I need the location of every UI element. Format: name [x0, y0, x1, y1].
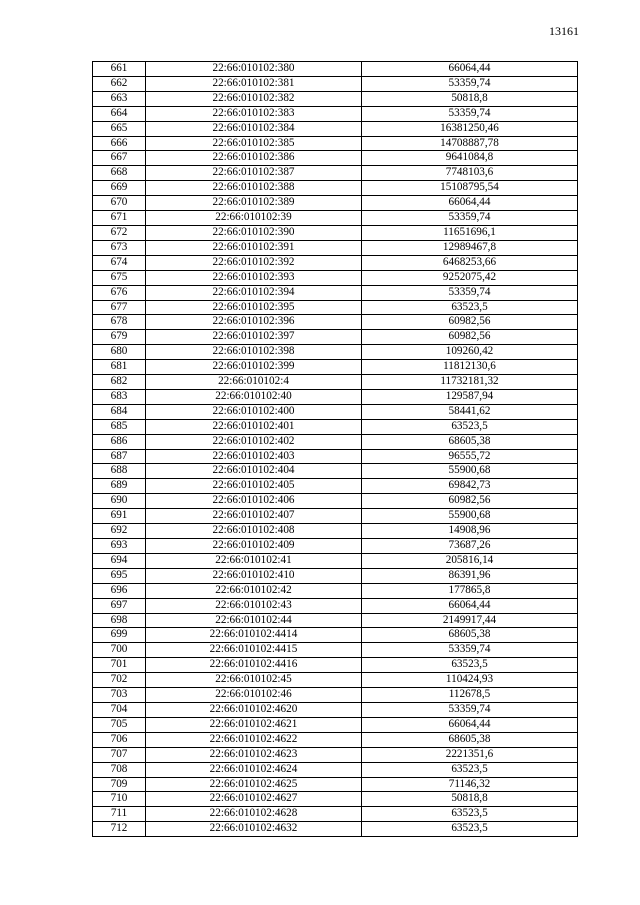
row-number-cell: 694	[93, 553, 146, 568]
cadastral-value-cell: 63523,5	[362, 419, 578, 434]
table-row	[93, 702, 578, 717]
cadastral-value-cell: 50818,8	[362, 91, 578, 106]
cadastral-value-cell: 109260,42	[362, 345, 578, 360]
table-row	[93, 166, 578, 181]
row-number-cell: 669	[93, 181, 146, 196]
table-row	[93, 196, 578, 211]
cadastral-number-cell: 22:66:010102:41	[146, 553, 362, 568]
table-row	[93, 151, 578, 166]
table-row	[93, 91, 578, 106]
table-row	[93, 76, 578, 91]
table-row	[93, 747, 578, 762]
cadastral-number-cell: 22:66:010102:388	[146, 181, 362, 196]
cadastral-number-cell: 22:66:010102:394	[146, 285, 362, 300]
table-row	[93, 732, 578, 747]
row-number-cell: 664	[93, 106, 146, 121]
row-number-cell: 695	[93, 568, 146, 583]
cadastral-number-cell: 22:66:010102:4	[146, 375, 362, 390]
row-number-cell: 684	[93, 404, 146, 419]
row-number-cell: 673	[93, 240, 146, 255]
row-number-cell: 678	[93, 315, 146, 330]
cadastral-number-cell: 22:66:010102:4623	[146, 747, 362, 762]
cadastral-number-cell: 22:66:010102:46	[146, 688, 362, 703]
table-row	[93, 330, 578, 345]
row-number-cell: 702	[93, 673, 146, 688]
row-number-cell: 711	[93, 807, 146, 822]
cadastral-number-cell: 22:66:010102:403	[146, 449, 362, 464]
table-row	[93, 449, 578, 464]
cadastral-value-cell: 53359,74	[362, 643, 578, 658]
row-number-cell: 676	[93, 285, 146, 300]
row-number-cell: 679	[93, 330, 146, 345]
cadastral-value-cell: 15108795,54	[362, 181, 578, 196]
table-row	[93, 762, 578, 777]
table-row	[93, 553, 578, 568]
cadastral-value-cell: 71146,32	[362, 777, 578, 792]
cadastral-number-cell: 22:66:010102:42	[146, 583, 362, 598]
cadastral-number-cell: 22:66:010102:381	[146, 76, 362, 91]
table-row	[93, 717, 578, 732]
cadastral-number-cell: 22:66:010102:395	[146, 300, 362, 315]
cadastral-number-cell: 22:66:010102:410	[146, 568, 362, 583]
table-row	[93, 524, 578, 539]
page-number: 13161	[549, 24, 579, 38]
cadastral-number-cell: 22:66:010102:4622	[146, 732, 362, 747]
row-number-cell: 692	[93, 524, 146, 539]
cadastral-number-cell: 22:66:010102:389	[146, 196, 362, 211]
row-number-cell: 671	[93, 211, 146, 226]
cadastral-value-cell: 58441,62	[362, 404, 578, 419]
row-number-cell: 675	[93, 270, 146, 285]
row-number-cell: 701	[93, 658, 146, 673]
cadastral-number-cell: 22:66:010102:43	[146, 598, 362, 613]
cadastral-value-cell: 66064,44	[362, 62, 578, 77]
cadastral-value-cell: 14708887,78	[362, 136, 578, 151]
table-row	[93, 389, 578, 404]
table-row	[93, 494, 578, 509]
cadastral-value-cell: 66064,44	[362, 598, 578, 613]
cadastral-value-cell: 63523,5	[362, 658, 578, 673]
table-row	[93, 315, 578, 330]
row-number-cell: 705	[93, 717, 146, 732]
row-number-cell: 668	[93, 166, 146, 181]
cadastral-number-cell: 22:66:010102:407	[146, 509, 362, 524]
row-number-cell: 672	[93, 225, 146, 240]
cadastral-number-cell: 22:66:010102:4627	[146, 792, 362, 807]
table-row	[93, 375, 578, 390]
table-row	[93, 136, 578, 151]
row-number-cell: 704	[93, 702, 146, 717]
cadastral-value-cell: 96555,72	[362, 449, 578, 464]
table-row	[93, 643, 578, 658]
table-row	[93, 792, 578, 807]
cadastral-value-cell: 11732181,32	[362, 375, 578, 390]
cadastral-number-cell: 22:66:010102:400	[146, 404, 362, 419]
row-number-cell: 708	[93, 762, 146, 777]
cadastral-value-cell: 110424,93	[362, 673, 578, 688]
table-row	[93, 688, 578, 703]
table-row	[93, 434, 578, 449]
cadastral-value-cell: 205816,14	[362, 553, 578, 568]
cadastral-number-cell: 22:66:010102:408	[146, 524, 362, 539]
cadastral-value-cell: 63523,5	[362, 300, 578, 315]
cadastral-value-cell: 7748103,6	[362, 166, 578, 181]
cadastral-number-cell: 22:66:010102:393	[146, 270, 362, 285]
cadastral-number-cell: 22:66:010102:396	[146, 315, 362, 330]
row-number-cell: 707	[93, 747, 146, 762]
cadastral-value-cell: 53359,74	[362, 702, 578, 717]
row-number-cell: 703	[93, 688, 146, 703]
cadastral-value-cell: 86391,96	[362, 568, 578, 583]
table-row	[93, 464, 578, 479]
table-row	[93, 285, 578, 300]
table-row	[93, 419, 578, 434]
cadastral-value-cell: 66064,44	[362, 196, 578, 211]
cadastral-value-cell: 60982,56	[362, 494, 578, 509]
row-number-cell: 661	[93, 62, 146, 77]
table-row	[93, 300, 578, 315]
cadastral-value-cell: 73687,26	[362, 539, 578, 554]
row-number-cell: 674	[93, 255, 146, 270]
cadastral-number-cell: 22:66:010102:40	[146, 389, 362, 404]
row-number-cell: 698	[93, 613, 146, 628]
cadastral-value-cell: 16381250,46	[362, 121, 578, 136]
row-number-cell: 682	[93, 375, 146, 390]
row-number-cell: 663	[93, 91, 146, 106]
cadastral-number-cell: 22:66:010102:380	[146, 62, 362, 77]
table-row	[93, 404, 578, 419]
table-row	[93, 479, 578, 494]
cadastral-number-cell: 22:66:010102:44	[146, 613, 362, 628]
row-number-cell: 666	[93, 136, 146, 151]
row-number-cell: 691	[93, 509, 146, 524]
cadastral-value-cell: 60982,56	[362, 315, 578, 330]
table-row	[93, 568, 578, 583]
table-row	[93, 270, 578, 285]
cadastral-value-cell: 177865,8	[362, 583, 578, 598]
table-row	[93, 225, 578, 240]
cadastral-number-cell: 22:66:010102:404	[146, 464, 362, 479]
cadastral-number-cell: 22:66:010102:402	[146, 434, 362, 449]
cadastral-number-cell: 22:66:010102:4624	[146, 762, 362, 777]
cadastral-value-cell: 66064,44	[362, 717, 578, 732]
cadastral-value-cell: 14908,96	[362, 524, 578, 539]
row-number-cell: 687	[93, 449, 146, 464]
row-number-cell: 670	[93, 196, 146, 211]
cadastral-value-cell: 68605,38	[362, 628, 578, 643]
cadastral-value-cell: 11812130,6	[362, 360, 578, 375]
cadastral-number-cell: 22:66:010102:383	[146, 106, 362, 121]
cadastral-number-cell: 22:66:010102:390	[146, 225, 362, 240]
row-number-cell: 689	[93, 479, 146, 494]
cadastral-number-cell: 22:66:010102:391	[146, 240, 362, 255]
cadastral-value-cell: 55900,68	[362, 464, 578, 479]
cadastral-value-cell: 9641084,8	[362, 151, 578, 166]
row-number-cell: 686	[93, 434, 146, 449]
cadastral-number-cell: 22:66:010102:45	[146, 673, 362, 688]
cadastral-value-cell: 63523,5	[362, 807, 578, 822]
cadastral-number-cell: 22:66:010102:4628	[146, 807, 362, 822]
table-row	[93, 62, 578, 77]
cadastral-value-cell: 69842,73	[362, 479, 578, 494]
cadastral-value-cell: 55900,68	[362, 509, 578, 524]
row-number-cell: 700	[93, 643, 146, 658]
cadastral-value-cell: 68605,38	[362, 434, 578, 449]
cadastral-number-cell: 22:66:010102:4416	[146, 658, 362, 673]
cadastral-number-cell: 22:66:010102:4625	[146, 777, 362, 792]
cadastral-value-cell: 2221351,6	[362, 747, 578, 762]
row-number-cell: 680	[93, 345, 146, 360]
cadastral-value-cell: 53359,74	[362, 211, 578, 226]
cadastral-number-cell: 22:66:010102:409	[146, 539, 362, 554]
cadastral-number-cell: 22:66:010102:399	[146, 360, 362, 375]
cadastral-number-cell: 22:66:010102:382	[146, 91, 362, 106]
row-number-cell: 696	[93, 583, 146, 598]
cadastral-value-cell: 2149917,44	[362, 613, 578, 628]
cadastral-value-cell: 60982,56	[362, 330, 578, 345]
cadastral-number-cell: 22:66:010102:39	[146, 211, 362, 226]
table-row	[93, 360, 578, 375]
table-row	[93, 777, 578, 792]
cadastral-number-cell: 22:66:010102:4620	[146, 702, 362, 717]
row-number-cell: 712	[93, 822, 146, 837]
row-number-cell: 688	[93, 464, 146, 479]
cadastral-number-cell: 22:66:010102:392	[146, 255, 362, 270]
cadastral-number-cell: 22:66:010102:385	[146, 136, 362, 151]
cadastral-number-cell: 22:66:010102:406	[146, 494, 362, 509]
table-row	[93, 673, 578, 688]
cadastral-value-cell: 129587,94	[362, 389, 578, 404]
row-number-cell: 685	[93, 419, 146, 434]
row-number-cell: 709	[93, 777, 146, 792]
table-row	[93, 106, 578, 121]
cadastral-number-cell: 22:66:010102:405	[146, 479, 362, 494]
table-row	[93, 583, 578, 598]
row-number-cell: 699	[93, 628, 146, 643]
cadastral-value-cell: 50818,8	[362, 792, 578, 807]
row-number-cell: 693	[93, 539, 146, 554]
cadastral-number-cell: 22:66:010102:397	[146, 330, 362, 345]
cadastral-number-cell: 22:66:010102:4414	[146, 628, 362, 643]
table-row	[93, 539, 578, 554]
row-number-cell: 706	[93, 732, 146, 747]
cadastral-value-cell: 53359,74	[362, 76, 578, 91]
table-row	[93, 613, 578, 628]
table-row	[93, 181, 578, 196]
table-row	[93, 807, 578, 822]
cadastral-value-cell: 12989467,8	[362, 240, 578, 255]
cadastral-number-cell: 22:66:010102:387	[146, 166, 362, 181]
cadastral-number-cell: 22:66:010102:401	[146, 419, 362, 434]
table-row	[93, 240, 578, 255]
cadastral-value-cell: 6468253,66	[362, 255, 578, 270]
row-number-cell: 697	[93, 598, 146, 613]
cadastral-number-cell: 22:66:010102:4632	[146, 822, 362, 837]
cadastral-value-cell: 53359,74	[362, 106, 578, 121]
cadastral-value-cell: 63523,5	[362, 762, 578, 777]
table-row	[93, 598, 578, 613]
table-row	[93, 658, 578, 673]
table-row	[93, 628, 578, 643]
cadastral-number-cell: 22:66:010102:4621	[146, 717, 362, 732]
row-number-cell: 683	[93, 389, 146, 404]
table-row	[93, 822, 578, 837]
cadastral-value-table	[92, 61, 578, 837]
row-number-cell: 690	[93, 494, 146, 509]
row-number-cell: 662	[93, 76, 146, 91]
cadastral-value-cell: 53359,74	[362, 285, 578, 300]
cadastral-value-cell: 9252075,42	[362, 270, 578, 285]
table-row	[93, 509, 578, 524]
cadastral-value-cell: 68605,38	[362, 732, 578, 747]
cadastral-value-cell: 11651696,1	[362, 225, 578, 240]
cadastral-number-cell: 22:66:010102:398	[146, 345, 362, 360]
cadastral-number-cell: 22:66:010102:386	[146, 151, 362, 166]
cadastral-number-cell: 22:66:010102:384	[146, 121, 362, 136]
row-number-cell: 677	[93, 300, 146, 315]
row-number-cell: 665	[93, 121, 146, 136]
cadastral-value-cell: 63523,5	[362, 822, 578, 837]
table-row	[93, 345, 578, 360]
table-body	[93, 62, 578, 837]
table-row	[93, 211, 578, 226]
table-row	[93, 255, 578, 270]
row-number-cell: 667	[93, 151, 146, 166]
cadastral-value-cell: 112678,5	[362, 688, 578, 703]
row-number-cell: 681	[93, 360, 146, 375]
table-row	[93, 121, 578, 136]
cadastral-number-cell: 22:66:010102:4415	[146, 643, 362, 658]
row-number-cell: 710	[93, 792, 146, 807]
